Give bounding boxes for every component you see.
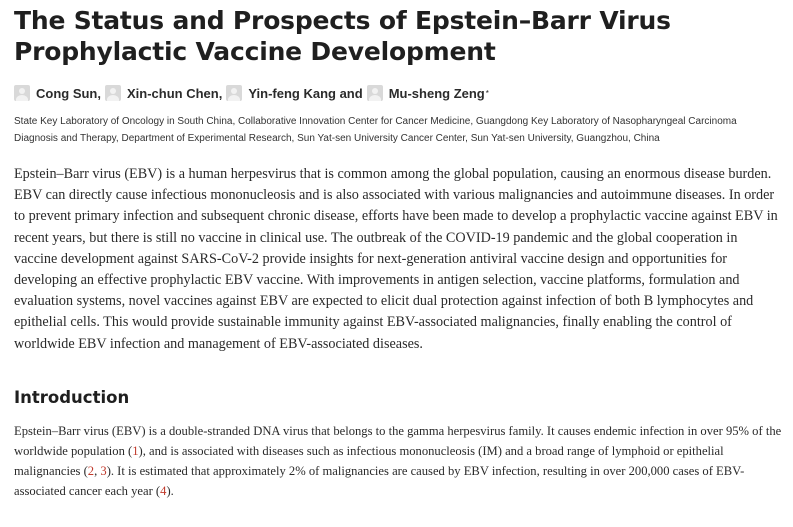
reference-link-4[interactable]: 4: [160, 484, 167, 499]
person-icon: [226, 85, 242, 101]
author-name: Cong Sun,: [36, 85, 101, 101]
corresponding-author-mark: *: [485, 88, 489, 98]
author-name: Mu-sheng Zeng: [388, 85, 485, 101]
intro-text: ), and is associated with diseases such as infectious mononucleosis (IM) and a broad range of lymphoid or epithelial malignancies (: [14, 444, 724, 479]
reference-link-1[interactable]: 1: [132, 444, 139, 459]
person-icon: [105, 85, 121, 101]
abstract-text: Epstein–Barr virus (EBV) is a human herpesvirus that is common among the global population, causing an enormous disease burden. EBV can directly cause infectious mononucleosis and is also associated with various malignancies and autoimmune diseases. In order to prevent primary infection and subsequent chronic disease, efforts have been made to develop a prophylactic vaccine against EBV in recent years, but there is still no vaccine in clinical use. The outbreak of the COVID-19 pandemic and the global cooperation in vaccine development against SARS-CoV-2 provide insights for next-generation antiviral vaccine design and opportunities for developing an effective prophylactic EBV vaccine. With improvements in antigen selection, vaccine platforms, formulation and evaluation systems, novel vaccines against EBV are expected to elicit dual protection against infection of both B lymphocytes and epithelial cells. This would provide sustainable immunity against EBV-associated malignancies, finally enabling the control of worldwide EBV infection and management of EBV-associated diseases.: [14, 166, 778, 352]
introduction-heading: Introduction: [14, 387, 130, 407]
author-affiliation: State Key Laboratory of Oncology in South China, Collaborative Innovation Center for Cancer Medicine, Guangdong Key Laboratory of Nasopharyngeal Carcinoma Diagnosis and Therapy, Department of Experimental Research, Sun Yat-sen University Cancer Center, Sun Yat-sen University, Guangzhou, China: [14, 116, 737, 144]
author-name: Xin-chun Chen,: [127, 85, 223, 101]
reference-link-3[interactable]: 3: [100, 464, 107, 479]
intro-text: ). It is estimated that approximately 2% of malignancies are caused by EBV infection, resulting in over 200,000 cases of EBV-associated cancer each year (: [14, 464, 745, 499]
reference-separator: ,: [94, 464, 101, 479]
person-icon: [367, 85, 383, 101]
author-mu-sheng-zeng[interactable]: [367, 85, 489, 101]
author-xin-chun-chen[interactable]: [105, 85, 222, 101]
reference-link-2[interactable]: 2: [87, 464, 95, 479]
introduction-paragraph: [14, 421, 786, 502]
author-cong-sun[interactable]: [14, 85, 101, 101]
author-list: [14, 83, 793, 103]
intro-text: Epstein–Barr virus (EBV) is a double-stranded DNA virus that belongs to the gamma herpesvirus family. It causes endemic infection in over 95% of the worldwide population (: [14, 423, 782, 459]
author-yin-feng-kang[interactable]: [226, 85, 362, 101]
article-title: The Status and Prospects of Epstein–Barr Virus Prophylactic Vaccine Development: [14, 6, 671, 66]
author-name: Yin-feng Kang and: [248, 85, 363, 101]
person-icon: [14, 85, 30, 101]
intro-text: ).: [166, 484, 174, 499]
